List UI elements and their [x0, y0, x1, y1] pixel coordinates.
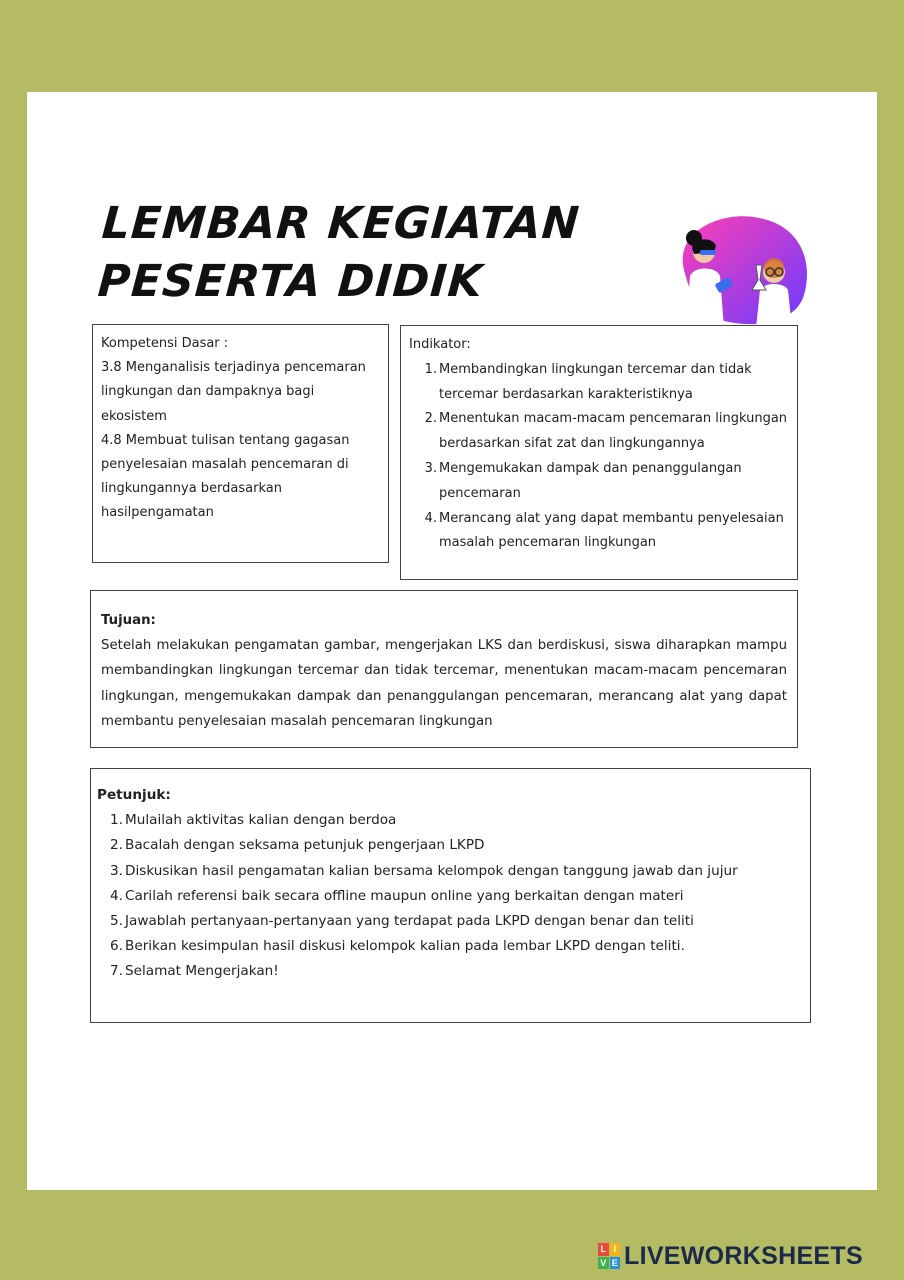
scientists-illustration: [664, 210, 814, 328]
list-item: 5. Jawablah pertanyaan-pertanyaan yang terdapat pada LKPD dengan benar dan teliti: [110, 913, 694, 930]
brand-name: LIVEWORKSHEETS: [624, 1241, 863, 1270]
title-line-1: LEMBAR KEGIATAN: [100, 198, 582, 249]
petunjuk-box: [90, 768, 811, 1023]
list-item: 6. Berikan kesimpulan hasil diskusi kelompok kalian pada lembar LKPD dengan teliti.: [110, 938, 685, 955]
tujuan-text: Setelah melakukan pengamatan gambar, mengerjakan LKS dan berdiskusi, siswa diharapkan mampu membandingkan lingkungan tercemar dan tidak tercemar, menentukan macam-macam pencemaran lingkungan, mengemukakan dampak dan penanggulangan pencemaran, merancang alat yang dapat membantu penyelesaian masalah pencemaran lingkungan: [101, 638, 787, 729]
tujuan-box: [90, 590, 798, 748]
list-item: 4. Carilah referensi baik secara offline maupun online yang berkaitan dengan materi: [110, 887, 684, 904]
list-item: 2. Bacalah dengan seksama petunjuk pengerjaan LKPD: [110, 837, 485, 854]
page-title: [96, 195, 582, 311]
petunjuk-heading: Petunjuk:: [97, 787, 171, 803]
kompetensi-heading: Kompetensi Dasar :: [101, 336, 229, 351]
liveworksheets-logo[interactable]: [598, 1238, 863, 1274]
list-item: 1. Membandingkan lingkungan tercemar dan tidak tercemar berdasarkan karakteristiknya: [424, 361, 752, 402]
indikator-heading: Indikator:: [409, 337, 471, 352]
liveworksheets-logo-icon: L I V E: [598, 1243, 620, 1269]
list-item: 1. Mulailah aktivitas kalian dengan berdoa: [110, 812, 397, 829]
list-item: 7. Selamat Mengerjakan!: [110, 963, 279, 980]
kompetensi-item-2: 4.8 Membuat tulisan tentang gagasan penyelesaian masalah pencemaran di lingkungannya berdasarkan hasilpengamatan: [101, 432, 350, 521]
indikator-list: [409, 358, 789, 556]
tujuan-heading: Tujuan:: [101, 613, 156, 628]
title-line-2: PESERTA DIDIK: [96, 256, 485, 307]
petunjuk-list: [97, 808, 804, 984]
list-item: 3. Diskusikan hasil pengamatan kalian bersama kelompok dengan tanggung jawab dan jujur: [110, 862, 738, 879]
list-item: 4. Merancang alat yang dapat membantu penyelesaian masalah pencemaran lingkungan: [424, 510, 784, 551]
indikator-box: [400, 325, 798, 580]
list-item: 2. Menentukan macam-macam pencemaran lingkungan berdasarkan sifat zat dan lingkungannya: [424, 411, 788, 452]
list-item: 3. Mengemukakan dampak dan penanggulangan pencemaran: [424, 460, 742, 501]
kompetensi-dasar-box: [92, 324, 389, 563]
kompetensi-item-1: 3.8 Menganalisis terjadinya pencemaran lingkungan dan dampaknya bagi ekosistem: [101, 360, 366, 424]
